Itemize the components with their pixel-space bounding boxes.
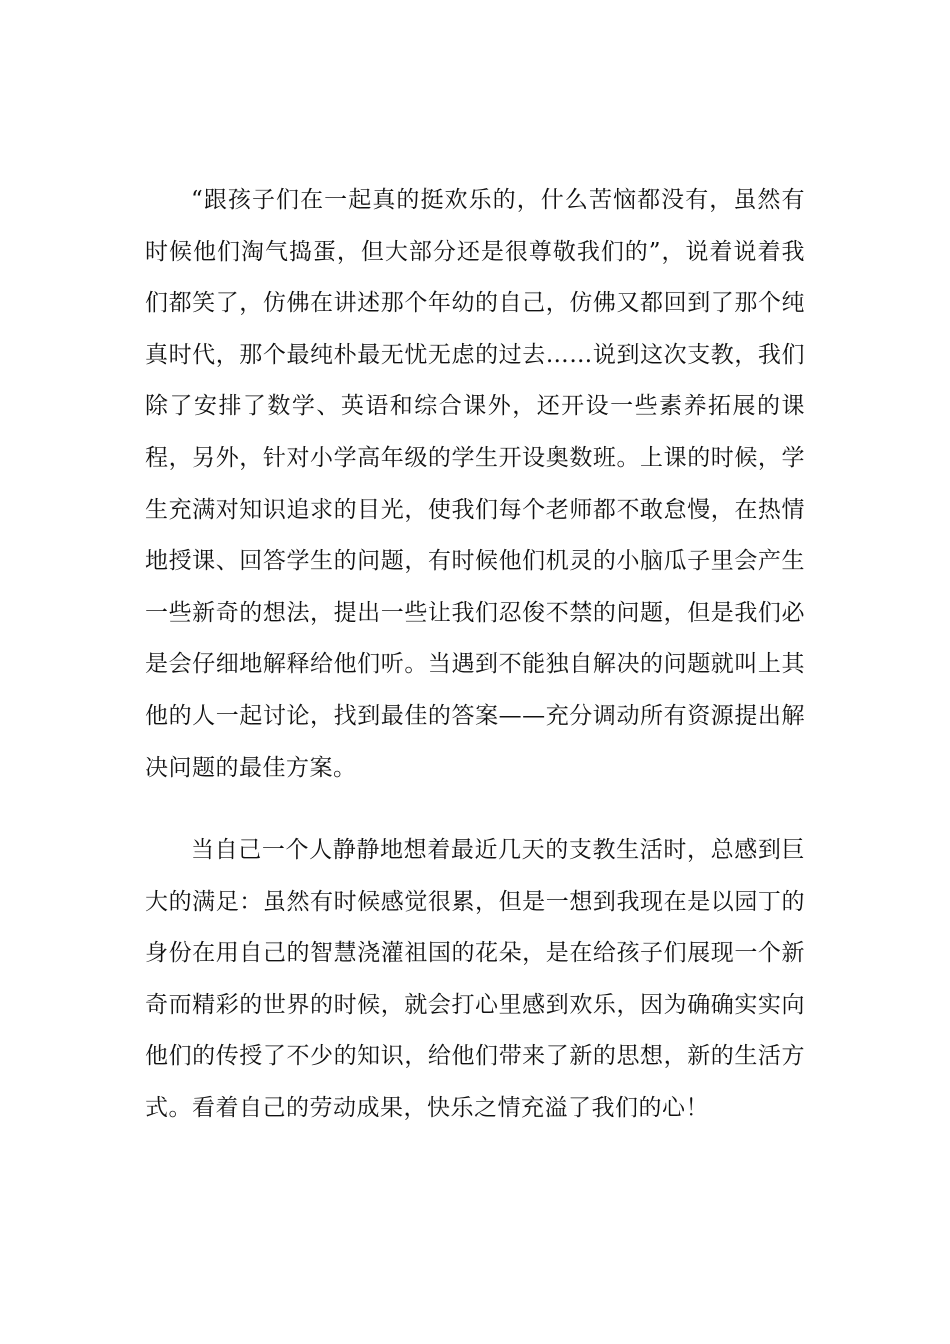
paragraph-2: 当自己一个人静静地想着最近几天的支教生活时，总感到巨大的满足：虽然有时候感觉很累，但是一想到我现在是以园丁的身份在用自己的智慧浇灌祖国的花朵，是在给孩子们展现一个新奇而精彩的世界的时候，就会打心里感到欢乐，因为确确实实向他们的传授了不少的知识，给他们带来了新的思想，新的生活方式。看着自己的劳动成果，快乐之情充溢了我们的心！ <box>145 837 805 1121</box>
paragraph-1: “跟孩子们在一起真的挺欢乐的，什么苦恼都没有，虽然有时候他们淘气捣蛋，但大部分还是很尊敬我们的”，说着说着我们都笑了，仿佛在讲述那个年幼的自己，仿佛又都回到了那个纯真时代，那个最纯朴最无忧无虑的过去……说到这次支教，我们除了安排了数学、英语和综合课外，还开设一些素养拓展的课程，另外，针对小学高年级的学生开设奥数班。上课的时候，学生充满对知识追求的目光，使我们每个老师都不敢怠慢，在热情地授课、回答学生的问题，有时候他们机灵的小脑瓜子里会产生一些新奇的想法，提出一些让我们忍俊不禁的问题，但是我们必是会仔细地解释给他们听。当遇到不能独自解决的问题就叫上其他的人一起讨论，找到最佳的答案——充分调动所有资源提出解决问题的最佳方案。 <box>145 187 805 781</box>
